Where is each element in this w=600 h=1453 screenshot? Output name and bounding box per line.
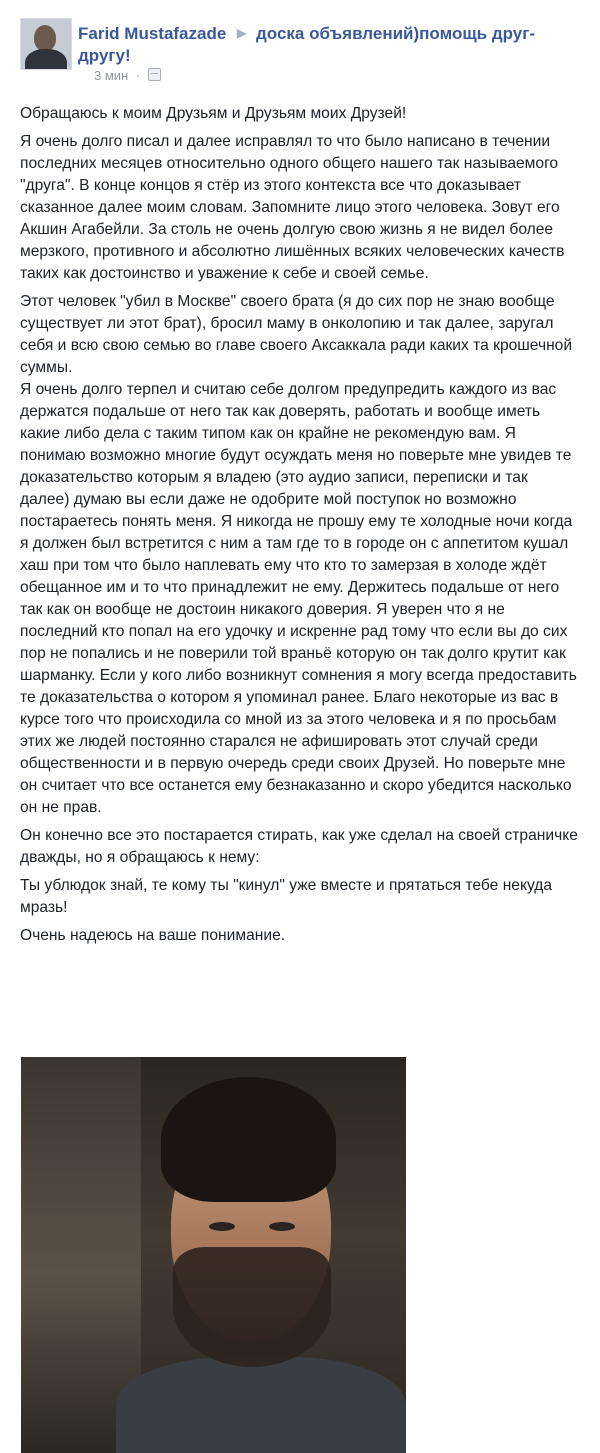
avatar-body: [25, 49, 67, 70]
paragraph-6: Очень надеюсь на ваше понимание.: [20, 927, 286, 944]
post-timestamp[interactable]: 3 мин: [94, 68, 129, 83]
globe-icon[interactable]: [148, 68, 161, 81]
author-line: [78, 22, 583, 67]
paragraph-4: Он конечно все это постарается стирать, как уже сделал на своей страничке дважды, но я обращаюсь к нему:: [20, 827, 578, 866]
photo-beard: [173, 1247, 331, 1367]
photo-right-eye: [269, 1222, 295, 1231]
author-name-link[interactable]: Farid Mustafazade: [78, 24, 227, 43]
author-avatar[interactable]: [20, 18, 72, 70]
post-text: [20, 103, 580, 953]
photo-hair: [161, 1077, 336, 1202]
photo-shirt: [116, 1357, 406, 1453]
post-header: [20, 18, 590, 83]
post-meta: [94, 68, 161, 84]
paragraph-5: Ты ублюдок знай, те кому ты "кинул" уже вместе и прятаться тебе некуда мразь!: [20, 877, 553, 916]
avatar-head: [34, 25, 56, 51]
meta-separator: ·: [135, 68, 141, 83]
paragraph-3: Этот человек "убил в Москве" своего брата (я до сих пор не знаю вообще существует ли этот брат), бросил маму в онколопию и так далее, заругал себя и всю свою семью во главе своего Аксаккала ради каких та крошечной суммы. Я очень долго терпел и считаю себе долгом предупредить каждого из вас держатся подальше от него так как доверять, работать и вообще иметь какие либо дела с таким типом как он крайне не рекомендую вам. Я понимаю возможно многие будут осуждать меня но поверьте мне увидев те доказательство которым я владею (это аудио записи, переписки и так далее) думаю вы если даже не одобрите мой поступок но возможно постараетесь понять меня. Я никогда не прошу ему те холодные ночи когда я должен был встретится с ним а там где то в городе он с аппетитом кушал хаш при том что было наплевать ему что кто то замерзая в холоде ждёт обещанное им и то что принадлежит не ему. Держитесь подальше от него так как он вообще не достоин никакого доверия. Я уверен что я не последний кто попал на его удочку и искренне рад тому что если вы до сих пор не попались и не поверили той враньё которую он так долго крутит как шарманку. Если у кого либо возникнут сомнения я могу всегда предоставить те доказательства о котором я упоминал ранее. Благо некоторые из вас в курсе того что происходила со мной из за этого человека и я по просьбам этих же людей постоянно старался не афишировать этот случай среди общественности и в первую очередь среди своих Друзей. Но поверьте мне он считает что все останется ему безнаказанно и скоро убедится насколько он не прав.: [20, 293, 577, 816]
photo-left-eye: [209, 1222, 235, 1231]
paragraph-2: Я очень долго писал и далее исправлял то что было написано в течении последних месяцев относительно одного общего нашего так называемого "друга". В конце концов я стёр из этого контекста все что доказывает сказанное далее моим словам. Запомните лицо этого человека. Зовут его Акшин Агабейли. За столь не очень долгую свою жизнь я не видел более мерзкого, противного и абсолютно лишённых всяких человеческих качеств таких как достоинство и уважение к себе и своей семье.: [20, 133, 565, 282]
post-photo[interactable]: [21, 1057, 406, 1453]
triangle-right-icon: ▶: [237, 26, 247, 40]
paragraph-1: Обращаюсь к моим Друзьям и Друзьям моих Друзей!: [20, 105, 407, 122]
group-name-link[interactable]: доска объявлений)помощь друг-другу!: [78, 24, 535, 65]
